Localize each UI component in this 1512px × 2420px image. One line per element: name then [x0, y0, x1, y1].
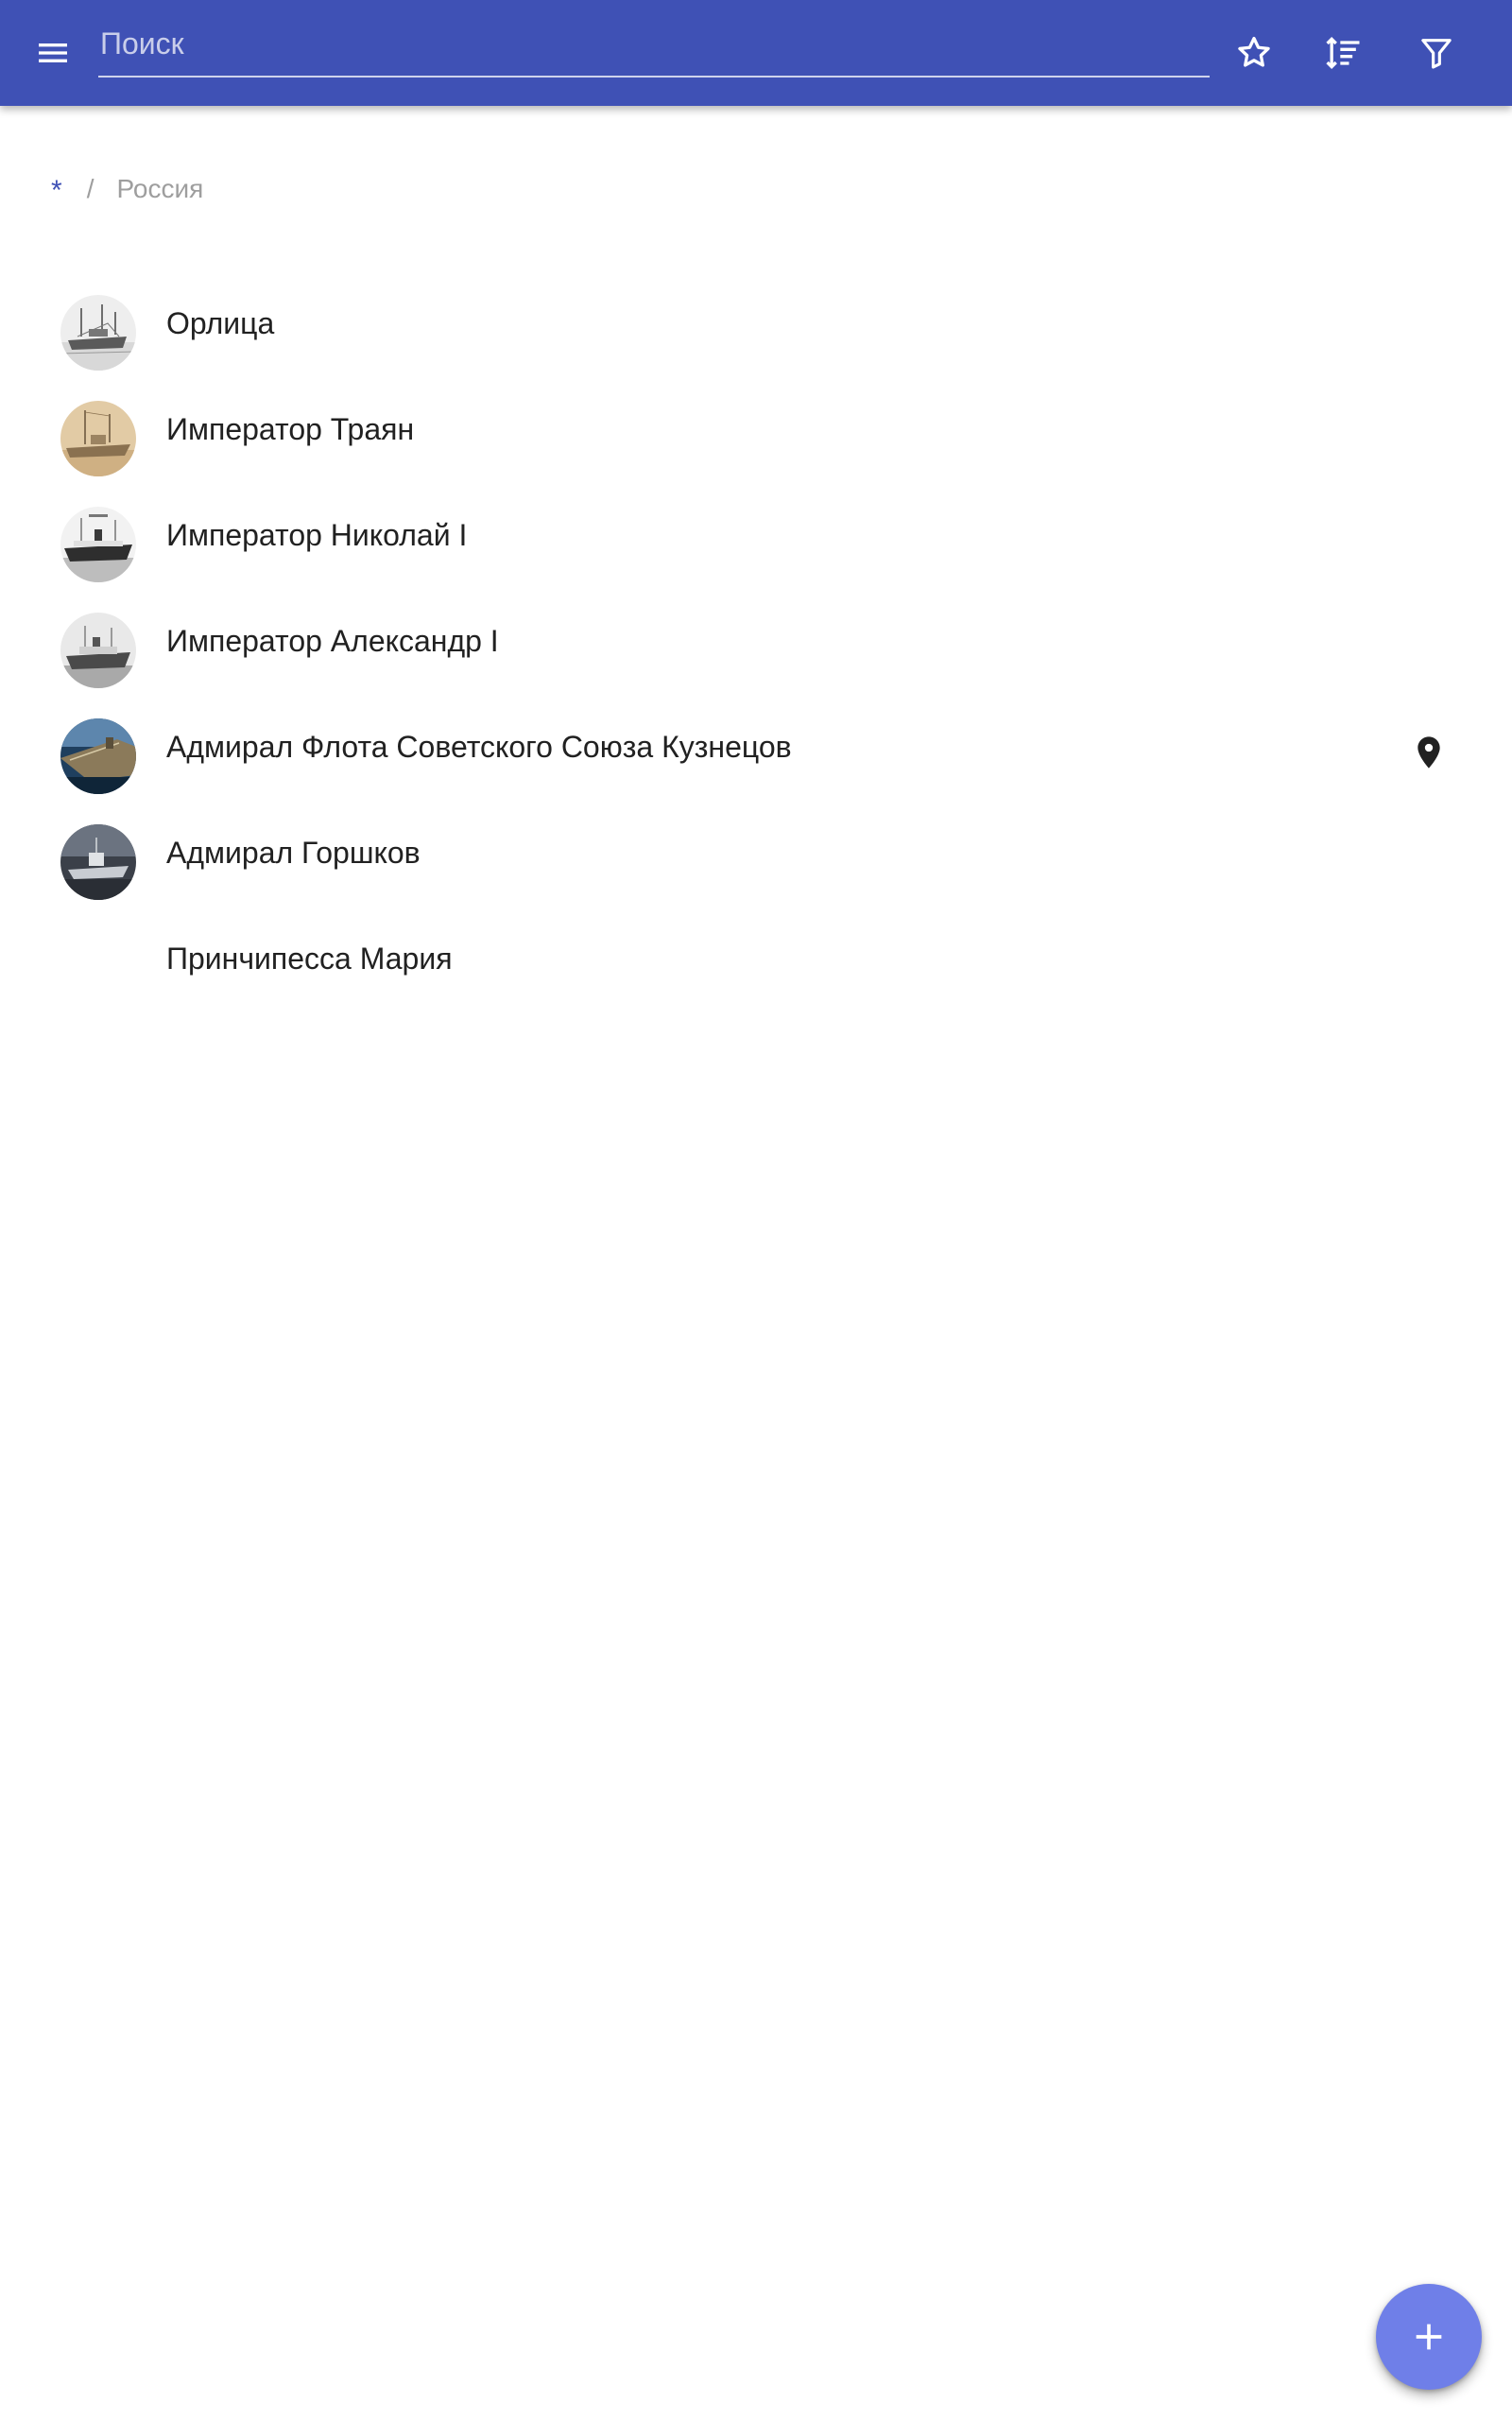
breadcrumb — [51, 170, 203, 208]
sort-button[interactable] — [1310, 19, 1378, 87]
list-item-label: Орлица — [166, 306, 275, 340]
map-pin-icon — [1410, 734, 1448, 771]
plus-icon — [1410, 2318, 1448, 2356]
list-item-label: Император Николай I — [166, 518, 468, 552]
breadcrumb-root-link[interactable]: * — [51, 175, 62, 206]
search-input[interactable] — [98, 19, 1210, 78]
avatar — [60, 613, 136, 688]
ship-list — [0, 270, 1512, 1011]
list-item[interactable] — [0, 800, 1512, 906]
breadcrumb-current: Россия — [116, 174, 204, 203]
avatar — [60, 507, 136, 582]
star-outline-icon — [1234, 33, 1274, 73]
avatar — [60, 718, 136, 794]
favorites-button[interactable] — [1220, 19, 1288, 87]
list-item-label: Император Траян — [166, 412, 415, 446]
avatar — [60, 295, 136, 371]
avatar — [60, 401, 136, 476]
sort-icon — [1323, 32, 1365, 74]
list-item-label: Принчипесса Мария — [166, 942, 453, 976]
menu-icon — [34, 34, 72, 72]
list-item[interactable] — [0, 694, 1512, 800]
avatar — [60, 824, 136, 900]
add-button[interactable] — [1376, 2284, 1482, 2390]
breadcrumb-separator: / — [86, 174, 94, 203]
list-item-label: Император Александр I — [166, 624, 499, 658]
list-item[interactable] — [0, 482, 1512, 588]
filter-button[interactable] — [1402, 19, 1470, 87]
list-item[interactable] — [0, 906, 1512, 1011]
list-item[interactable] — [0, 588, 1512, 694]
list-item-label: Адмирал Флота Советского Союза Кузнецов — [166, 730, 792, 764]
app-bar — [0, 0, 1512, 106]
list-item[interactable] — [0, 376, 1512, 482]
list-item[interactable] — [0, 270, 1512, 376]
filter-icon — [1418, 34, 1455, 72]
menu-button[interactable] — [19, 19, 87, 87]
list-item-label: Адмирал Горшков — [166, 836, 421, 870]
location-button[interactable] — [1399, 722, 1459, 783]
